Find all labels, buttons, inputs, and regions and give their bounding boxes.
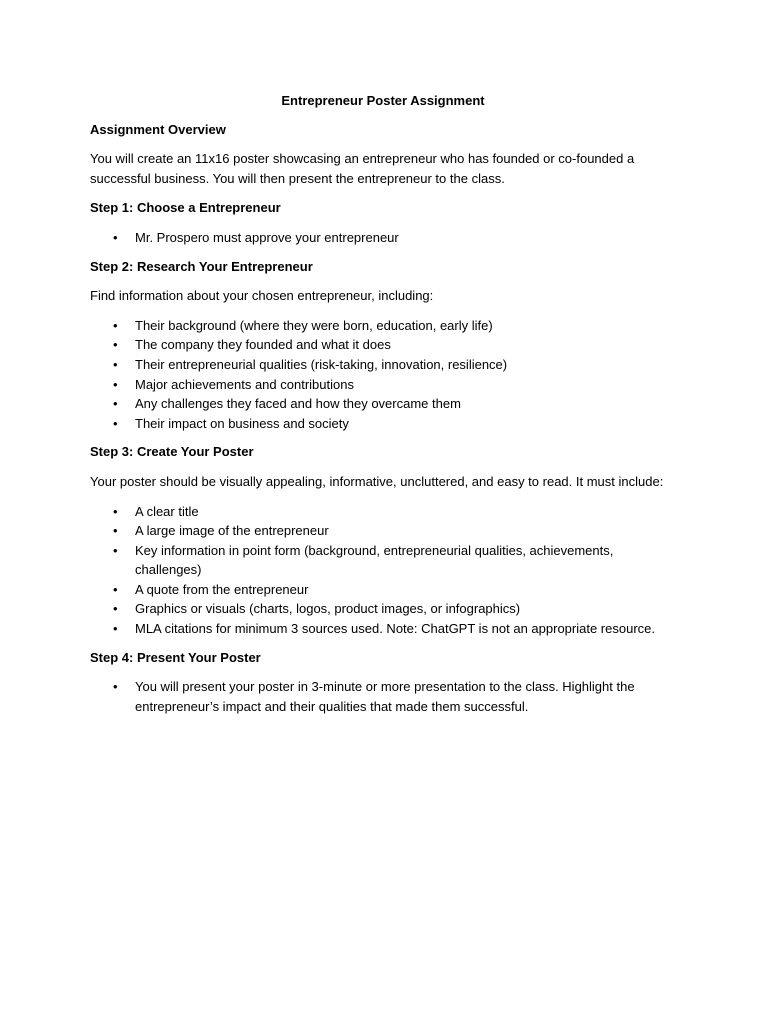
list-item-text: MLA citations for minimum 3 sources used. Note: ChatGPT is not an appropriate resource. xyxy=(135,621,655,637)
list-item xyxy=(90,335,676,355)
list-item-text: Major achievements and contributions xyxy=(135,376,354,392)
step1-heading: Step 1: Choose a Entrepreneur xyxy=(90,200,281,216)
list-item-text: Their background (where they were born, education, early life) xyxy=(135,317,493,333)
list-item xyxy=(90,414,676,434)
bullet-icon: • xyxy=(113,523,118,539)
document-page xyxy=(90,91,676,725)
bullet-icon: • xyxy=(113,337,118,353)
bullet-icon: • xyxy=(113,396,118,412)
list-item xyxy=(90,316,676,336)
list-item xyxy=(90,502,676,522)
list-item-text: You will present your poster in 3-minute or more presentation to the class. Highlight the entrepreneur’s impact and their qualities that made them successful. xyxy=(135,679,635,714)
list-item xyxy=(90,677,676,716)
list-item-text: Mr. Prospero must approve your entrepreneur xyxy=(135,229,399,245)
list-item-text: Key information in point form (background, entrepreneurial qualities, achievements, challenges) xyxy=(135,542,614,578)
step1-list xyxy=(90,228,676,248)
list-item-text: Graphics or visuals (charts, logos, product images, or infographics) xyxy=(135,601,521,617)
list-item-text: The company they founded and what it does xyxy=(135,337,391,353)
list-item xyxy=(90,375,676,395)
list-item xyxy=(90,394,676,414)
list-item-text: A large image of the entrepreneur xyxy=(135,523,329,539)
list-item xyxy=(90,228,676,248)
bullet-icon: • xyxy=(113,317,118,333)
bullet-icon: • xyxy=(113,229,118,245)
list-item xyxy=(90,541,676,580)
list-item-text: A clear title xyxy=(135,503,199,519)
list-item xyxy=(90,355,676,375)
bullet-icon: • xyxy=(113,542,118,558)
list-item xyxy=(90,599,676,619)
bullet-icon: • xyxy=(113,415,118,431)
document-title: Entrepreneur Poster Assignment xyxy=(281,93,485,108)
bullet-icon: • xyxy=(113,679,118,695)
step3-list xyxy=(90,502,676,639)
step2-heading: Step 2: Research Your Entrepreneur xyxy=(90,258,313,274)
list-item-text: A quote from the entrepreneur xyxy=(135,581,309,597)
step3-intro: Your poster should be visually appealing, informative, uncluttered, and easy to read. It must include: xyxy=(90,473,664,489)
step4-heading: Step 4: Present Your Poster xyxy=(90,649,261,665)
overview-text: You will create an 11x16 poster showcasing an entrepreneur who has founded or co-founded a successful business. You will then present the entrepreneur to the class. xyxy=(90,151,635,186)
step2-intro: Find information about your chosen entrepreneur, including: xyxy=(90,288,434,304)
step2-list xyxy=(90,316,676,434)
step4-list xyxy=(90,677,676,716)
bullet-icon: • xyxy=(113,503,118,519)
bullet-icon: • xyxy=(113,601,118,617)
list-item-text: Any challenges they faced and how they overcame them xyxy=(135,396,461,412)
list-item xyxy=(90,580,676,600)
bullet-icon: • xyxy=(113,376,118,392)
list-item xyxy=(90,521,676,541)
bullet-icon: • xyxy=(113,356,118,372)
bullet-icon: • xyxy=(113,621,118,637)
list-item xyxy=(90,619,676,639)
bullet-icon: • xyxy=(113,581,118,597)
list-item-text: Their impact on business and society xyxy=(135,415,349,431)
step3-heading: Step 3: Create Your Poster xyxy=(90,444,254,460)
list-item-text: Their entrepreneurial qualities (risk-taking, innovation, resilience) xyxy=(135,356,508,372)
overview-heading: Assignment Overview xyxy=(90,121,226,137)
